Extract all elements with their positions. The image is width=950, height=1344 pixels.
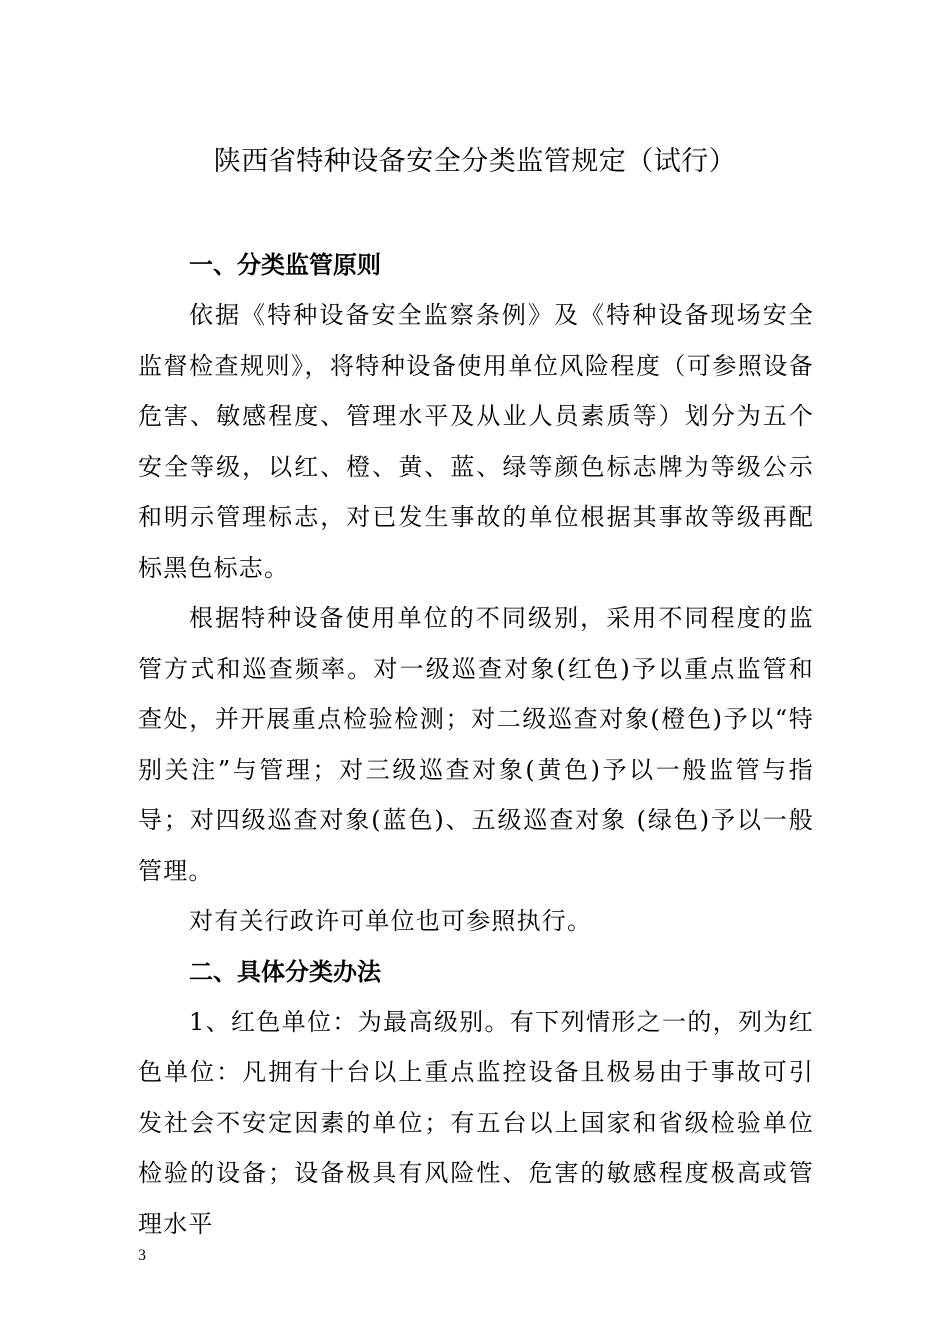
document-title: 陕西省特种设备安全分类监管规定（试行） xyxy=(213,146,737,177)
paragraph: 1、红色单位：为最高级别。有下列情形之一的，列为红色单位：凡拥有十台以上重点监控设备且极易由于事故可引发社会不安定因素的单位；有五台以上国家和省级检验单位检验的设备；设备极具有风险性、危害的敏感程度极高或管理水平 xyxy=(138,1007,814,1238)
paragraph: 对有关行政许可单位也可参照执行。 xyxy=(189,907,593,935)
section-classification-methods xyxy=(138,947,814,1250)
document-body xyxy=(138,240,814,1249)
paragraph: 根据特种设备使用单位的不同级别，采用不同程度的监管方式和巡查频率。对一级巡查对象(红色)予以重点监管和查处，并开展重点检验检测；对二级巡查对象(橙色)予以“特别关注”与管理；对三级巡查对象(黄色)予以一般监管与指导；对四级巡查对象(蓝色)、五级巡查对象 (绿色)予以一般管理。 xyxy=(138,604,814,885)
section-heading: 一、分类监管原则 xyxy=(189,251,381,279)
section-classification-principles xyxy=(138,240,814,947)
section-heading: 二、具体分类办法 xyxy=(189,957,381,986)
page-number: 3 xyxy=(138,1247,146,1264)
paragraph: 依据《特种设备安全监察条例》及《特种设备现场安全监督检查规则》，将特种设备使用单位风险程度（可参照设备危害、敏感程度、管理水平及从业人员素质等）划分为五个安全等级，以红、橙、黄、蓝、绿等颜色标志牌为等级公示和明示管理标志，对已发生事故的单位根据其事故等级再配标黑色标志。 xyxy=(138,301,814,582)
